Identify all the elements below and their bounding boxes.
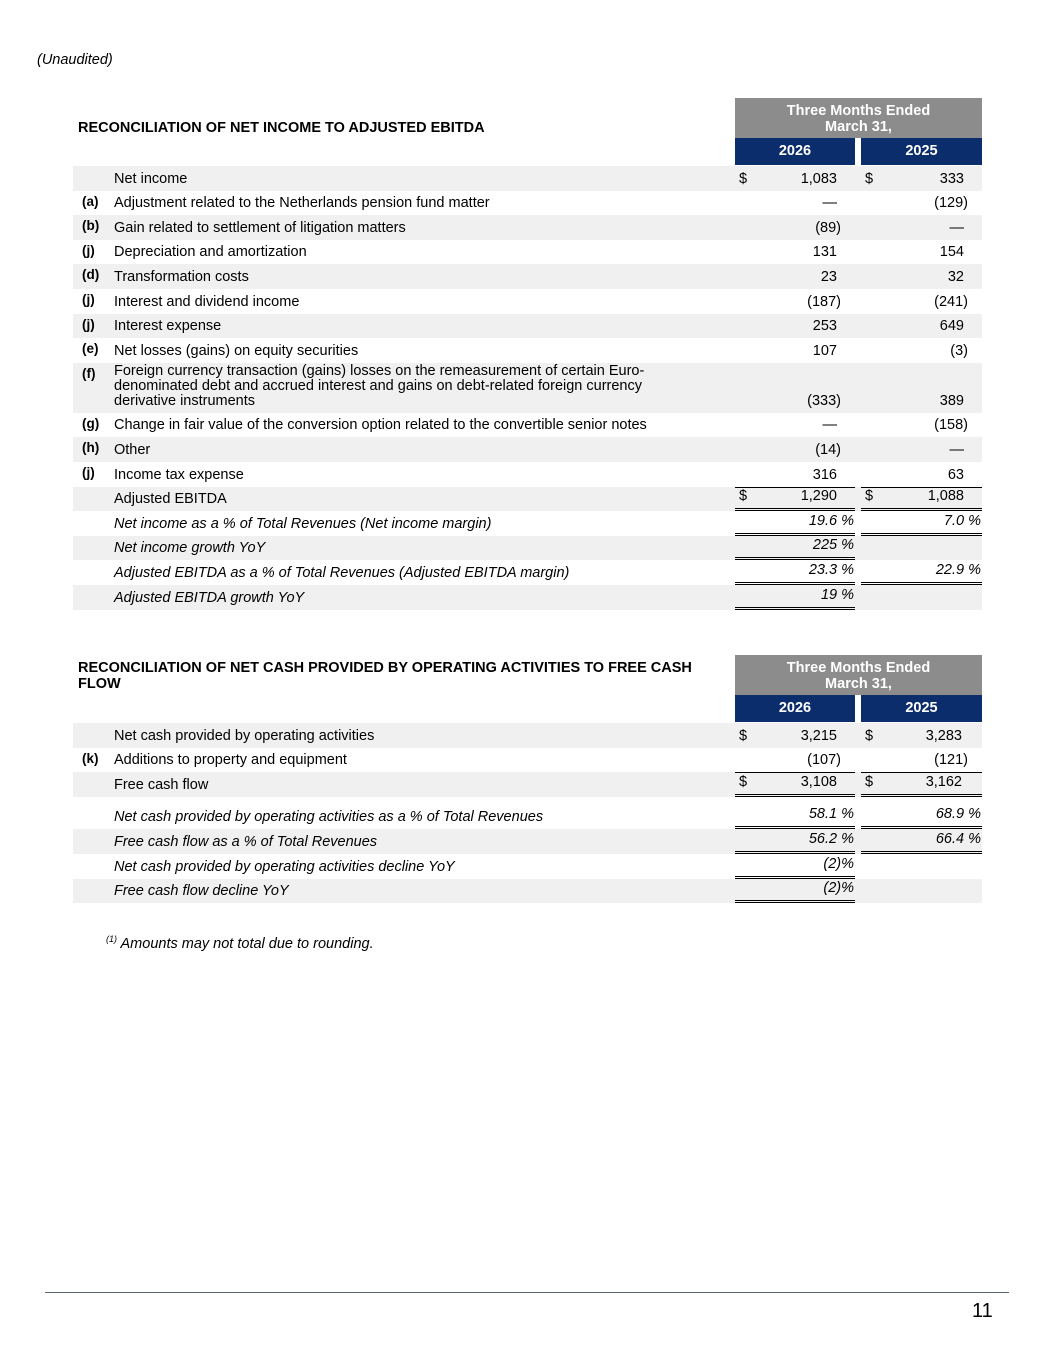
footer-divider bbox=[45, 1292, 1009, 1293]
row-label: Gain related to settlement of litigation matters bbox=[114, 219, 406, 236]
table-row bbox=[73, 829, 982, 854]
unaudited-label: (Unaudited) bbox=[37, 52, 113, 68]
row-label: Free cash flow decline YoY bbox=[114, 883, 289, 900]
value-2026: (333) bbox=[807, 392, 841, 409]
row-label: Change in fair value of the conversion option related to the convertible senior notes bbox=[114, 417, 647, 434]
page-number: 11 bbox=[972, 1300, 993, 1322]
value-2025: — bbox=[949, 441, 964, 458]
table-header bbox=[73, 655, 982, 723]
table-row bbox=[73, 854, 982, 879]
table-row bbox=[73, 462, 982, 487]
table-row bbox=[73, 748, 982, 773]
table-row bbox=[73, 413, 982, 438]
row-label: Additions to property and equipment bbox=[114, 752, 347, 769]
value-2025: (158) bbox=[934, 417, 968, 434]
period-line-1: Three Months Ended bbox=[786, 103, 931, 119]
table-row bbox=[73, 585, 982, 610]
value-2026: 19.6 % bbox=[808, 512, 854, 529]
value-2026: 253 bbox=[812, 318, 837, 335]
table-title: RECONCILIATION OF NET CASH PROVIDED BY OPERATING ACTIVITIES TO FREE CASH FLOW bbox=[78, 660, 692, 692]
value-2025: 3,162 bbox=[925, 773, 962, 790]
period-header bbox=[735, 98, 982, 138]
table-row bbox=[73, 536, 982, 561]
value-2026: (187) bbox=[807, 293, 841, 310]
row-label: Adjustment related to the Netherlands pension fund matter bbox=[114, 195, 490, 212]
table-row bbox=[73, 511, 982, 536]
value-2026: 58.1 % bbox=[808, 806, 854, 823]
rounding-footnote bbox=[106, 936, 374, 952]
year-header-2026: 2026 bbox=[735, 138, 855, 165]
row-label: Net cash provided by operating activities bbox=[114, 727, 375, 744]
footnote-ref: (j) bbox=[82, 316, 95, 332]
dollar-sign: $ bbox=[865, 727, 874, 744]
table-row-adjusted-ebitda bbox=[73, 487, 982, 512]
table-row bbox=[73, 264, 982, 289]
row-label: Foreign currency transaction (gains) losses on the remeasurement of certain Euro-denominated debt and accrued interest and gains on debt-related foreign currency derivative instruments bbox=[114, 362, 645, 409]
value-2025: 649 bbox=[939, 318, 964, 335]
period-header bbox=[735, 655, 982, 695]
value-2025: 154 bbox=[939, 244, 964, 261]
value-2026: 23 bbox=[820, 268, 837, 285]
table-row bbox=[73, 191, 982, 216]
table-row-free-cash-flow bbox=[73, 772, 982, 797]
value-2026: 3,108 bbox=[800, 773, 837, 790]
table-row bbox=[73, 560, 982, 585]
value-2025: (121) bbox=[934, 752, 968, 769]
table-row bbox=[73, 805, 982, 830]
row-label: Adjusted EBITDA bbox=[114, 491, 227, 508]
footnote-ref: (j) bbox=[82, 291, 95, 307]
value-2026: 131 bbox=[812, 244, 837, 261]
footnote-ref: (b) bbox=[82, 218, 100, 234]
value-2026: 19 % bbox=[820, 586, 854, 603]
footnote-ref: (a) bbox=[82, 193, 99, 209]
value-2025: 66.4 % bbox=[935, 830, 981, 847]
row-label: Free cash flow as a % of Total Revenues bbox=[114, 833, 378, 850]
value-2026: 1,083 bbox=[800, 170, 837, 187]
value-2026: — bbox=[822, 195, 837, 212]
value-2026: 225 % bbox=[812, 537, 854, 554]
year-header-2025: 2025 bbox=[861, 138, 982, 165]
footnote-ref: (k) bbox=[82, 750, 99, 766]
dollar-sign: $ bbox=[739, 488, 748, 505]
table-header bbox=[73, 98, 982, 166]
footnote-ref: (f) bbox=[82, 365, 96, 381]
value-2026: 316 bbox=[812, 466, 837, 483]
value-2025: 22.9 % bbox=[935, 561, 981, 578]
dollar-sign: $ bbox=[865, 488, 874, 505]
dollar-sign: $ bbox=[739, 170, 748, 187]
value-2025: (241) bbox=[934, 293, 968, 310]
table-row bbox=[73, 363, 982, 413]
value-2026: 23.3 % bbox=[808, 561, 854, 578]
value-2026: 107 bbox=[812, 342, 837, 359]
table-row bbox=[73, 215, 982, 240]
period-line-2: March 31, bbox=[825, 119, 892, 135]
value-2025: 68.9 % bbox=[935, 806, 981, 823]
footnote-ref: (h) bbox=[82, 440, 100, 456]
free-cash-flow-reconciliation-table bbox=[73, 655, 982, 903]
value-2025: 63 bbox=[947, 466, 964, 483]
row-label: Adjusted EBITDA as a % of Total Revenues (Adjusted EBITDA margin) bbox=[114, 564, 570, 581]
year-header-2026: 2026 bbox=[735, 695, 855, 722]
row-label: Net losses (gains) on equity securities bbox=[114, 342, 359, 359]
row-label: Transformation costs bbox=[114, 268, 249, 285]
row-label: Interest and dividend income bbox=[114, 293, 300, 310]
table-row bbox=[73, 723, 982, 748]
row-label: Free cash flow bbox=[114, 776, 209, 793]
dollar-sign: $ bbox=[865, 773, 874, 790]
value-2025: 7.0 % bbox=[943, 512, 981, 529]
value-2025: 3,283 bbox=[925, 727, 962, 744]
table-row bbox=[73, 338, 982, 363]
value-2026: 1,290 bbox=[800, 488, 837, 505]
footnote-ref: (j) bbox=[82, 464, 95, 480]
year-header-2025: 2025 bbox=[861, 695, 982, 722]
row-label: Interest expense bbox=[114, 318, 222, 335]
value-2026: — bbox=[822, 417, 837, 434]
row-label: Income tax expense bbox=[114, 466, 244, 483]
value-2025: (3) bbox=[950, 342, 968, 359]
footnote-text: Amounts may not total due to rounding. bbox=[120, 936, 374, 952]
row-label: Adjusted EBITDA growth YoY bbox=[114, 589, 305, 606]
period-line-2: March 31, bbox=[825, 676, 892, 692]
table-row-net-income bbox=[73, 166, 982, 191]
table-row bbox=[73, 240, 982, 265]
value-2026: 3,215 bbox=[800, 727, 837, 744]
value-2026: (2)% bbox=[823, 880, 854, 897]
value-2025: 333 bbox=[939, 170, 964, 187]
table-row bbox=[73, 437, 982, 462]
footnote-marker: (1) bbox=[106, 934, 117, 944]
table-row bbox=[73, 879, 982, 904]
row-label: Net income growth YoY bbox=[114, 540, 266, 557]
dollar-sign: $ bbox=[739, 727, 748, 744]
row-label: Depreciation and amortization bbox=[114, 244, 307, 261]
value-2026: 56.2 % bbox=[808, 830, 854, 847]
value-2026: (14) bbox=[815, 441, 841, 458]
value-2025: (129) bbox=[934, 195, 968, 212]
value-2026: (2)% bbox=[823, 855, 854, 872]
footnote-ref: (g) bbox=[82, 415, 100, 431]
value-2026: (89) bbox=[815, 219, 841, 236]
table-row bbox=[73, 289, 982, 314]
row-label: Net income as a % of Total Revenues (Net income margin) bbox=[114, 515, 492, 532]
period-line-1: Three Months Ended bbox=[786, 660, 931, 676]
row-label: Net cash provided by operating activities decline YoY bbox=[114, 858, 455, 875]
value-2025: 32 bbox=[947, 268, 964, 285]
dollar-sign: $ bbox=[739, 773, 748, 790]
footnote-ref: (j) bbox=[82, 242, 95, 258]
table-row bbox=[73, 314, 982, 339]
row-label: Net cash provided by operating activities as a % of Total Revenues bbox=[114, 809, 544, 826]
footnote-ref: (d) bbox=[82, 267, 100, 283]
row-label: Net income bbox=[114, 170, 188, 187]
dollar-sign: $ bbox=[865, 170, 874, 187]
value-2025: 1,088 bbox=[927, 488, 964, 505]
value-2025: — bbox=[949, 219, 964, 236]
table-title: RECONCILIATION OF NET INCOME TO ADJUSTED EBITDA bbox=[78, 120, 485, 136]
row-label: Other bbox=[114, 441, 151, 458]
value-2026: (107) bbox=[807, 752, 841, 769]
footnote-ref: (e) bbox=[82, 341, 99, 357]
value-2025: 389 bbox=[939, 392, 964, 409]
ebitda-reconciliation-table bbox=[73, 98, 982, 610]
